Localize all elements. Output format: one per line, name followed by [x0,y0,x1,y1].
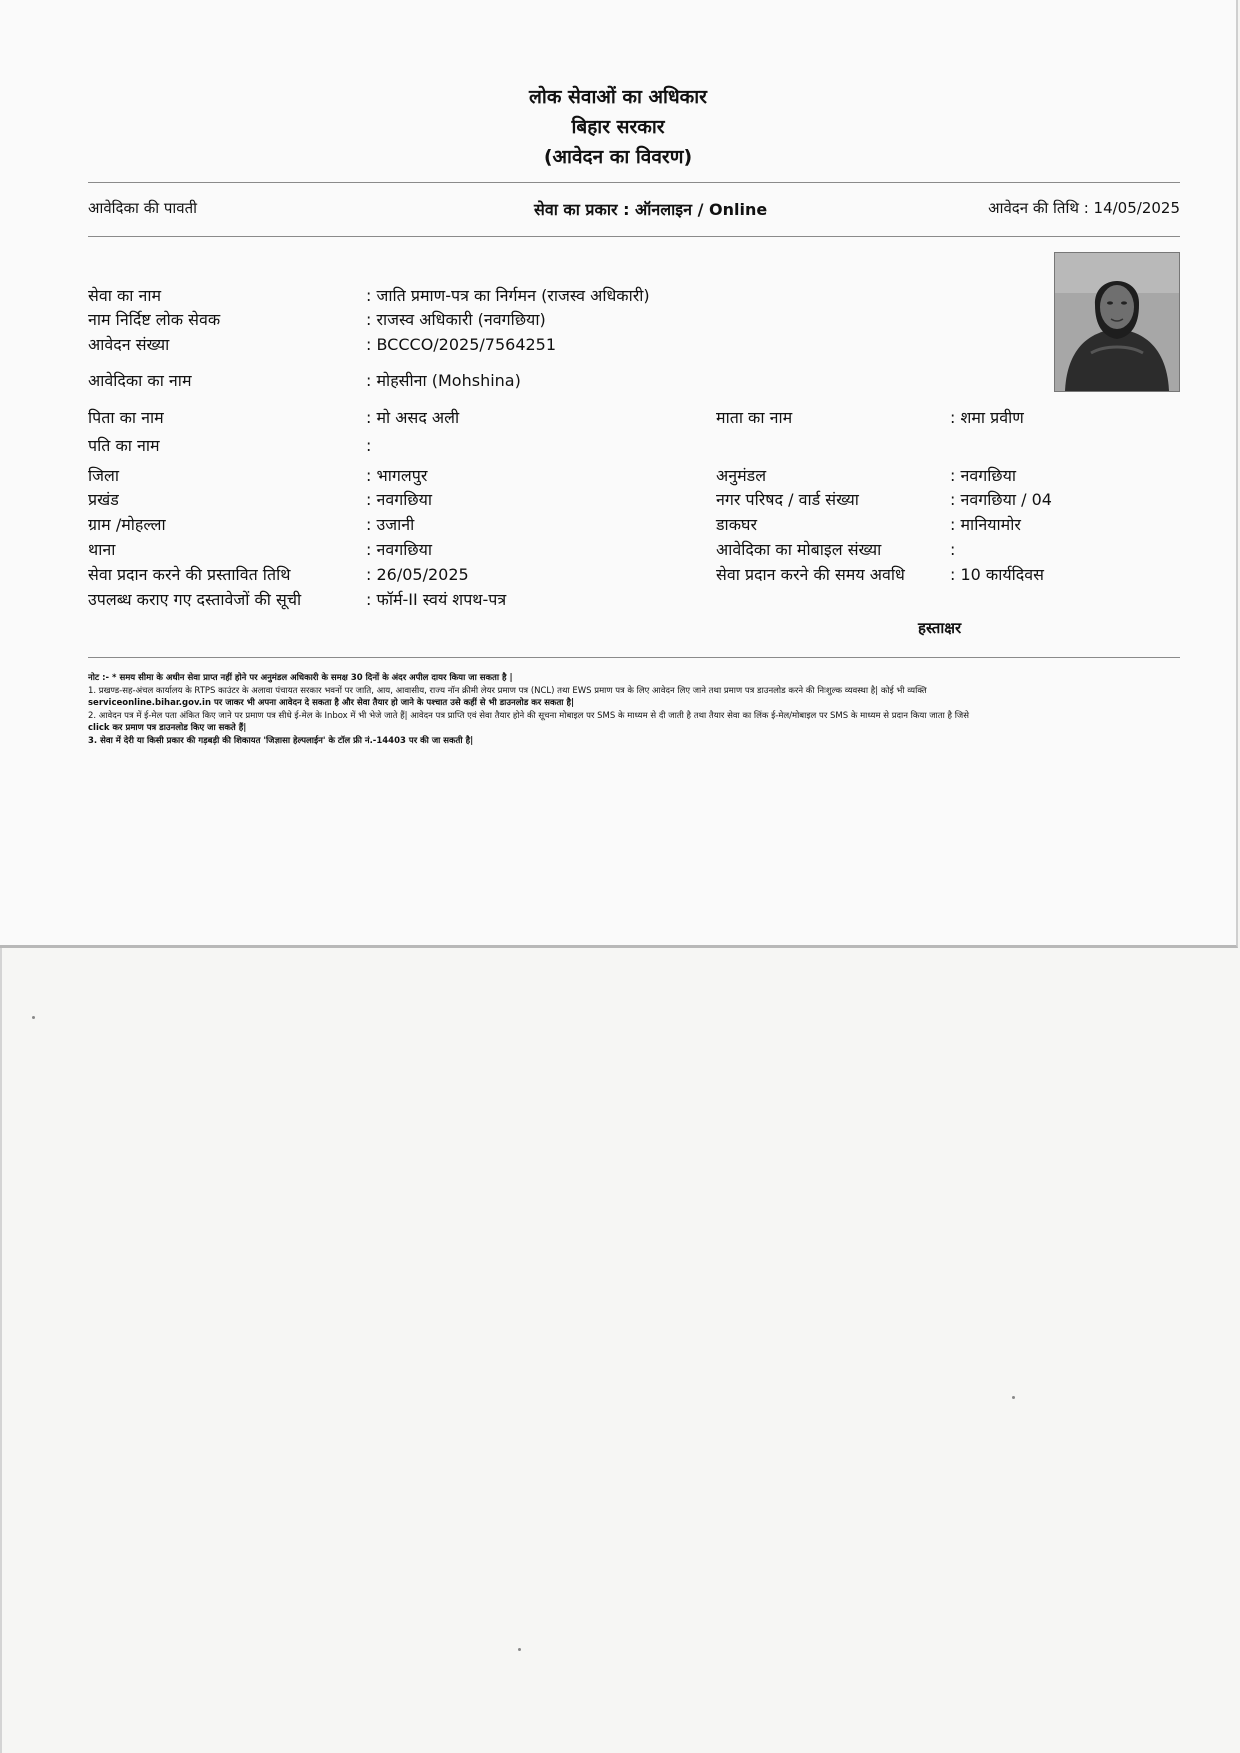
documents-value: : फॉर्म-II स्वयं शपथ-पत्र [366,590,507,609]
scan-speck [518,1648,521,1651]
subdivision-value: : नवगछिया [950,466,1017,485]
proposed-date-label: सेवा प्रदान करने की प्रस्तावित तिथि [88,565,291,584]
father-value: : मो असद अली [366,408,460,427]
applicant-name-value: : मोहसीना (Mohshina) [366,371,521,390]
signature-label: हस्ताक्षर [918,619,962,637]
application-date: आवेदन की तिथि : 14/05/2025 [988,199,1180,217]
documents-label: उपलब्ध कराए गए दस्तावेजों की सूची [88,590,302,609]
application-no-label: आवेदन संख्या [88,335,170,354]
note-3: 3. सेवा में देरी या किसी प्रकार की गड़बड़ी की शिकायत 'जिज्ञासा हेल्पलाईन' के टॉल फ्री नं.-14403 पर की जा सकती है| [88,735,474,746]
title-line-3: (आवेदन का विवरण) [543,146,693,168]
proposed-date-value: : 26/05/2025 [366,565,469,584]
public-servant-value: : राजस्व अधिकारी (नवगछिया) [366,310,546,329]
post-office-value: : मानियामोर [950,515,1021,534]
public-servant-label: नाम निर्दिष्ट लोक सेवक [88,310,221,329]
ward-value: : नवगछिया / 04 [950,490,1052,509]
mobile-label: आवेदिका का मोबाइल संख्या [716,540,882,559]
divider-header [88,236,1180,237]
applicant-photo [1054,252,1180,392]
district-label: जिला [88,466,120,485]
scan-speck [32,1016,35,1019]
applicant-photo-icon [1055,253,1179,391]
scan-speck [1012,1396,1015,1399]
district-value: : भागलपुर [366,466,428,485]
receipt-label: आवेदिका की पावती [88,199,198,217]
husband-label: पति का नाम [88,436,160,455]
blank-page-area [0,948,1240,1753]
note-2b: click कर प्रमाण पत्र डाउनलोड किए जा सकते हैं| [88,723,247,733]
service-type: सेवा का प्रकार : ऑनलाइन / Online [534,200,768,219]
ward-label: नगर परिषद / वार्ड संख्या [716,490,859,509]
block-value: : नवगछिया [366,490,433,509]
divider-top [88,182,1180,183]
police-station-value: : नवगछिया [366,540,433,559]
note-1a: 1. प्रखण्ड-सह-अंचल कार्यालय के RTPS काउंटर के अलावा पंचायत सरकार भवनों पर जाति, आय, आवासीय, राज्य नॉन क्रीमी लेयर प्रमाण पत्र (NCL) तथा EWS प्रमाण पत्र के लिए आवेदन लिए जाने तथा प्रमाण पत्र डाउनलोड करने की निःशुल्क व्यवस्था है| कोई भी व्यक्ति [88,685,927,696]
mobile-value: : [950,540,956,559]
note-0: नोट :- * समय सीमा के अधीन सेवा प्राप्त नहीं होने पर अनुमंडल अधिकारी के समक्ष 30 दिनों के अंदर अपील दायर किया जा सकता है | [88,673,513,683]
application-no-value: : BCCCO/2025/7564251 [366,335,557,354]
notes-section [88,672,1180,747]
title-line-1: लोक सेवाओं का अधिकार [529,86,707,108]
service-name-value: : जाति प्रमाण-पत्र का निर्गमन (राजस्व अधिकारी) [366,286,650,305]
time-limit-value: : 10 कार्यदिवस [950,565,1044,584]
mother-label: माता का नाम [716,408,793,427]
subdivision-label: अनुमंडल [716,466,767,485]
document-title [0,82,1236,172]
father-label: पिता का नाम [88,408,164,427]
mother-value: : शमा प्रवीण [950,408,1024,427]
police-station-label: थाना [88,540,116,559]
title-line-2: बिहार सरकार [571,116,665,138]
block-label: प्रखंड [88,490,119,509]
village-value: : उजानी [366,515,415,534]
husband-value: : [366,436,372,455]
note-2a: 2. आवेदन पत्र में ई-मेल पता अंकित किए जाने पर प्रमाण पत्र सीधे ई-मेल के Inbox में भी भेजे जाते हैं| आवेदन पत्र प्राप्ति एवं सेवा तैयार होने की सूचना मोबाइल पर SMS के माध्यम से दी जाती है तथा तैयार सेवा का लिंक ई-मेल/मोबाइल पर SMS के माध्यम से प्रदान किया जाता है जिसे [88,710,969,721]
village-label: ग्राम /मोहल्ला [88,515,166,534]
service-name-label: सेवा का नाम [88,286,162,305]
note-1b: serviceonline.bihar.gov.in पर जाकर भी अपना आवेदन दे सकता है और सेवा तैयार हो जाने के पश्चात उसे कहीं से भी डाउनलोड कर सकता है| [88,698,575,708]
applicant-name-label: आवेदिका का नाम [88,371,192,390]
header-row [88,198,1180,222]
post-office-label: डाकघर [716,515,757,534]
time-limit-label: सेवा प्रदान करने की समय अवधि [716,565,905,584]
divider-notes [88,657,1180,658]
